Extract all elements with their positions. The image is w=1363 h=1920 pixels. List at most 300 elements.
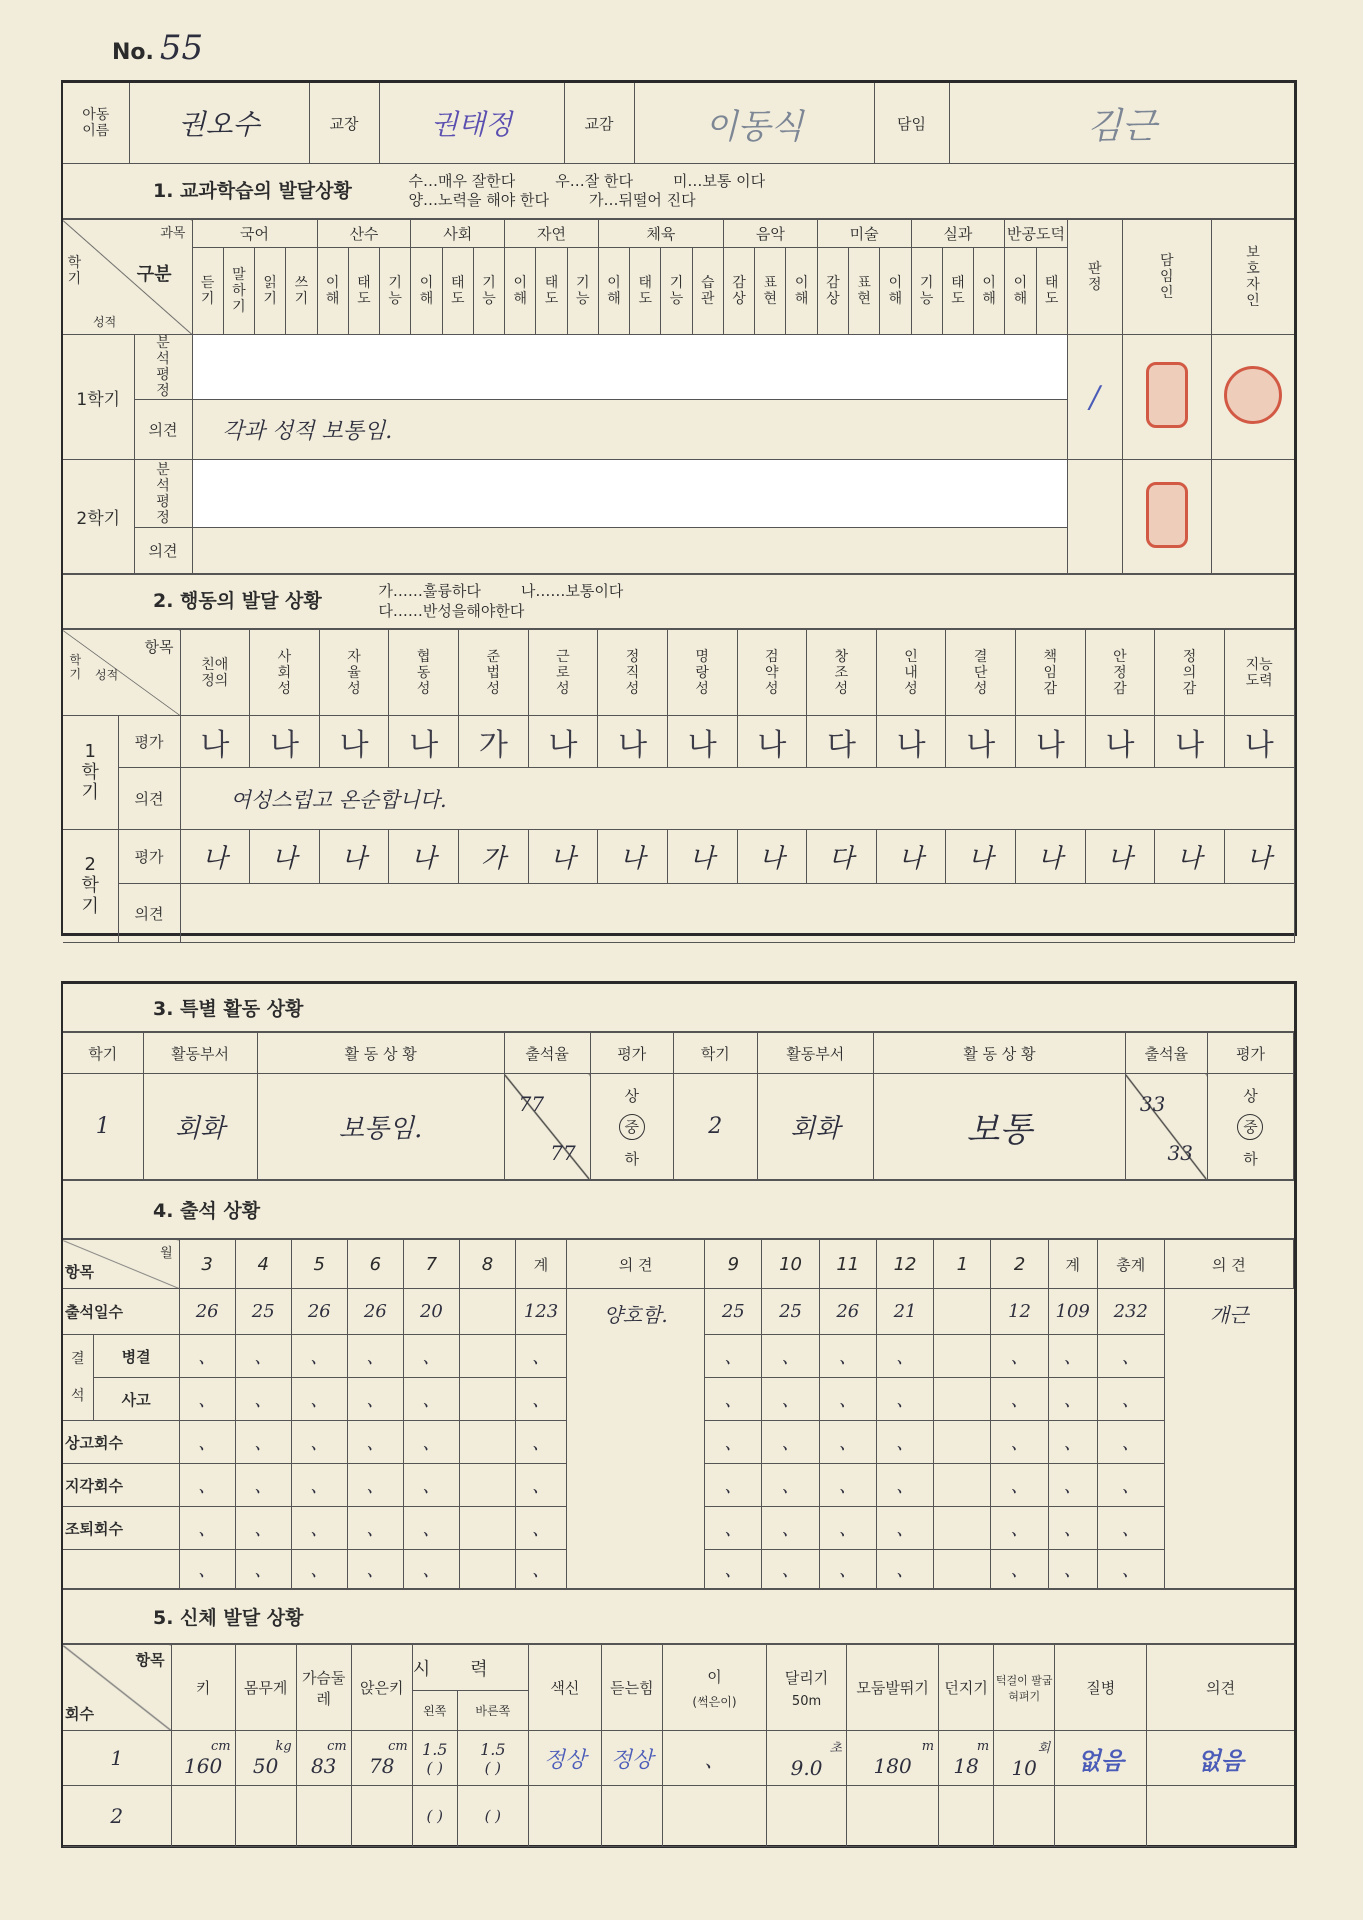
behavior-grade: 나: [319, 716, 389, 768]
physical-header: [235, 1645, 296, 1731]
subject-item-label: 표현: [763, 274, 778, 307]
subject-item-label: 쓰기: [294, 274, 309, 307]
attendance-corner-header: [63, 1240, 179, 1289]
attendance-value: 、: [762, 1507, 819, 1550]
section3-title: 3. 특별 활동 상황: [63, 984, 1294, 1032]
attendance-value: [934, 1464, 991, 1507]
behavior-item-header: [180, 630, 250, 716]
corner-grade: 성적: [93, 315, 117, 329]
attendance-value: 、: [705, 1421, 762, 1464]
subject-header: 체육: [598, 220, 723, 248]
opinion-label: 의견: [134, 400, 192, 460]
month-header: 8: [459, 1240, 515, 1289]
term-label: 2학기: [63, 460, 134, 574]
subject-item-label: 감상: [732, 274, 746, 307]
behavior-grade: 나: [250, 716, 320, 768]
physical-header: [296, 1645, 351, 1731]
attendance-term-total: 、: [1048, 1378, 1097, 1421]
legend-item: 가……훌륭하다: [378, 582, 481, 601]
attendance-value: [934, 1550, 991, 1589]
attendance-value: 12: [991, 1289, 1048, 1335]
corner-item: 항목: [65, 1263, 94, 1281]
vision-left-value: 1.5: [422, 1739, 448, 1759]
behavior-item-label: 친애정의: [201, 656, 229, 689]
attendance-value: [459, 1421, 515, 1464]
behavior-grade: 나: [598, 716, 668, 768]
attendance-value: [459, 1550, 515, 1589]
vice-principal-label: 교감: [564, 83, 634, 164]
attendance-value: 、: [705, 1335, 762, 1378]
subject-item-label: 표현: [857, 274, 871, 307]
activity-header: 활동부서: [757, 1033, 873, 1074]
subject-item-label: 이해: [794, 274, 809, 307]
sitting-height-cell: [351, 1731, 412, 1786]
behavior-item-header: [1224, 630, 1294, 716]
behavior-item-label: 근로성: [556, 648, 570, 697]
month-header: 10: [762, 1240, 819, 1289]
physical-header: [767, 1645, 847, 1731]
vision-left-paren: ( ): [426, 1807, 443, 1825]
attendance-grand-total: 、: [1097, 1335, 1164, 1378]
attendance-value: 、: [819, 1335, 876, 1378]
subject-item-header: [911, 248, 942, 335]
attendance-value: 、: [705, 1464, 762, 1507]
attendance-value: 、: [403, 1550, 459, 1589]
vision-left-cell: [412, 1731, 457, 1786]
attendance-term-total: 109: [1048, 1289, 1097, 1335]
pullup-cell: [994, 1786, 1055, 1847]
attendance-value: 、: [876, 1421, 933, 1464]
pullup-cell: [994, 1731, 1055, 1786]
unit-label: cm: [211, 1738, 231, 1754]
attendance-grand-total: 、: [1097, 1378, 1164, 1421]
subject-header: 자연: [505, 220, 599, 248]
eval-label: 평가: [118, 716, 180, 768]
attendance-value: 、: [291, 1507, 347, 1550]
attendance-value: 、: [235, 1550, 291, 1589]
subject-item-label: 태도: [638, 274, 653, 307]
subject-item-label: 이해: [325, 274, 340, 307]
corner-grade: 성적: [95, 668, 119, 683]
chest-cell: [296, 1731, 351, 1786]
absence-group-label: [63, 1335, 93, 1421]
attendance-value: 、: [762, 1550, 819, 1589]
subject-item-header: [723, 248, 754, 335]
attendance-value: 、: [179, 1550, 235, 1589]
attendance-value: 25: [762, 1289, 819, 1335]
judgement-cell: [1067, 460, 1122, 574]
rating-option: 상: [624, 1086, 639, 1105]
attendance-term-total: 、: [1048, 1507, 1097, 1550]
behavior-grade: 나: [598, 830, 668, 884]
analysis-grades-cell: [192, 335, 1067, 400]
activity-attendance: [1125, 1074, 1207, 1180]
teeth-cell: [662, 1786, 766, 1847]
legend-item: 미…보통 이다: [672, 171, 766, 190]
document-number: [112, 28, 203, 68]
attendance-value: 26: [347, 1289, 403, 1335]
subject-item-label: 습관: [701, 274, 715, 307]
physical-header-label: 색신: [550, 1679, 580, 1697]
behavior-item-label: 정직성: [625, 648, 640, 697]
corner-category: 구분: [136, 264, 172, 285]
physical-row-count: 1: [63, 1731, 171, 1786]
physical-header-label: 앉은키: [359, 1679, 404, 1697]
attendance-term-total: 、: [516, 1421, 567, 1464]
physical-header: [1055, 1645, 1147, 1731]
month-header: 7: [403, 1240, 459, 1289]
section2-legend: [378, 582, 663, 621]
color-vision-cell: [528, 1786, 601, 1847]
analysis-grades-cell: [192, 460, 1067, 528]
rating-option: 중: [1237, 1114, 1263, 1140]
subject-grades-table: [63, 219, 1294, 574]
teacher-seal-stamp: [1146, 482, 1188, 548]
term-opinion: 각과 성적 보통임.: [192, 400, 1067, 460]
month-header: 12: [876, 1240, 933, 1289]
chest-cell-value: 83: [310, 1753, 337, 1778]
color-vision-cell: 정상: [528, 1731, 601, 1786]
month-header: 6: [347, 1240, 403, 1289]
legend-item: 나……보통이다: [520, 582, 624, 601]
vision-header: 시력: [412, 1645, 528, 1691]
term-opinion-header: 의 견: [567, 1240, 705, 1289]
behavior-item-header: [250, 630, 320, 716]
subject-header: 산수: [317, 220, 411, 248]
opinion-label: 의견: [118, 884, 180, 943]
attendance-opinion: 개근: [1164, 1289, 1293, 1589]
behavior-item-header: [389, 630, 459, 716]
attendance-value: 、: [235, 1507, 291, 1550]
subject-item-label: 감상: [826, 274, 840, 307]
hearing-cell: [601, 1786, 662, 1847]
sitting-height-cell: [351, 1786, 412, 1847]
attendance-attended: 77: [518, 1092, 545, 1116]
behavior-item-header: [1085, 630, 1155, 716]
month-header: 9: [705, 1240, 762, 1289]
eval-label-text: 분석평정: [156, 461, 170, 526]
behavior-grade: 나: [389, 830, 459, 884]
teacher-seal-stamp: [1146, 362, 1188, 428]
attendance-term-total: 、: [1048, 1464, 1097, 1507]
unit-label: m: [921, 1738, 935, 1754]
activity-header: 평가: [590, 1033, 673, 1074]
section1-legend: [408, 172, 805, 211]
run-cell: [767, 1731, 847, 1786]
physical-header-label: 듣는힘: [610, 1679, 654, 1697]
attendance-value: 、: [705, 1378, 762, 1421]
behavior-item-label: 검약성: [765, 648, 779, 697]
behavior-grade: 나: [528, 830, 598, 884]
physical-header: [1147, 1645, 1294, 1731]
vision-left-paren: ( ): [426, 1758, 443, 1777]
attendance-value: 、: [235, 1421, 291, 1464]
subject-item-header: [880, 248, 911, 335]
term-total-header: 계: [1048, 1240, 1097, 1289]
subject-header: 실과: [911, 220, 1005, 248]
activity-header: 활 동 상 황: [257, 1033, 504, 1074]
judgement-header: [1067, 220, 1122, 335]
subject-header: 반공도덕: [1005, 220, 1068, 248]
physical-header: [994, 1645, 1055, 1731]
opinion-label: 의견: [118, 768, 180, 830]
legend-item: 수…매우 잘한다: [408, 171, 516, 190]
attendance-value: 、: [991, 1464, 1048, 1507]
attendance-term-total: 、: [1048, 1335, 1097, 1378]
student-name-label: 아동이름: [82, 106, 110, 139]
attendance-grand-total: 、: [1097, 1421, 1164, 1464]
activity-term: 2: [673, 1074, 757, 1180]
behavior-item-label: 자율성: [347, 648, 361, 697]
term-label: 1학기: [63, 335, 134, 460]
attendance-row-label: [63, 1550, 179, 1589]
attendance-value: 、: [179, 1335, 235, 1378]
opinion-header: 의 견: [1164, 1240, 1293, 1289]
jump-cell: [847, 1731, 939, 1786]
attendance-grand-total: 、: [1097, 1464, 1164, 1507]
attendance-value: 、: [403, 1335, 459, 1378]
activity-header: 출석율: [504, 1033, 590, 1074]
sitting-height-cell-value: 78: [369, 1753, 395, 1778]
subject-item-header: [848, 248, 879, 335]
rating-option: 하: [624, 1149, 639, 1168]
behavior-grade: 다: [807, 830, 877, 884]
subject-item-header: [567, 248, 598, 335]
corner-subject: 과목: [160, 226, 186, 241]
disease-cell: 없음: [1055, 1731, 1147, 1786]
teacher-label: 담임: [874, 83, 949, 164]
behavior-item-header: [946, 630, 1016, 716]
behavior-grade: 나: [876, 716, 946, 768]
activity-header: 평가: [1207, 1033, 1293, 1074]
section2-title-text: 2. 행동의 발달 상황: [153, 590, 322, 613]
subject-item-header: [942, 248, 973, 335]
attendance-value: 、: [235, 1378, 291, 1421]
attendance-term-opinion: 양호함.: [567, 1289, 705, 1589]
eval-label: [134, 335, 192, 400]
student-name: 권오수: [129, 83, 309, 164]
attendance-value: 、: [291, 1464, 347, 1507]
activity-header: 출석율: [1125, 1033, 1207, 1074]
behavior-grade: 나: [1085, 830, 1155, 884]
attendance-value: [459, 1335, 515, 1378]
judgement-label: 판정: [1088, 260, 1102, 293]
activity-rating: [1207, 1074, 1293, 1180]
attendance-value: 、: [347, 1378, 403, 1421]
attendance-value: 、: [705, 1550, 762, 1589]
subject-item-header: [505, 248, 536, 335]
unit-label: kg: [275, 1738, 292, 1754]
behavior-grade: 나: [319, 830, 389, 884]
jump-cell-value: 180: [873, 1753, 912, 1778]
attendance-total: 33: [1167, 1141, 1193, 1165]
behavior-item-header: [1016, 630, 1086, 716]
vision-right-value: 1.5: [480, 1739, 506, 1759]
attendance-value: 、: [705, 1507, 762, 1550]
subject-item-label: 이해: [513, 274, 527, 307]
vision-right-cell: [457, 1786, 528, 1847]
subject-item-label: 태도: [544, 274, 559, 307]
opinion-label: 의견: [134, 528, 192, 574]
attendance-value: 25: [235, 1289, 291, 1335]
term-label-text: 1학기: [81, 740, 99, 804]
throw-cell-value: 18: [953, 1753, 979, 1778]
pullup-cell-value: 10: [1011, 1755, 1037, 1780]
guardian-seal-header: [1211, 220, 1294, 335]
behavior-item-label: 협동성: [416, 648, 431, 697]
physical-corner-header: [63, 1645, 171, 1731]
attendance-total: 77: [550, 1141, 576, 1165]
behavior-grade: 가: [459, 716, 529, 768]
rating-option: 하: [1243, 1149, 1258, 1168]
academic-behavior-record: [61, 80, 1297, 936]
attendance-row-label: 출석일수: [63, 1289, 179, 1335]
vision-right-cell: [457, 1731, 528, 1786]
subject-item-label: 이해: [888, 274, 903, 307]
attendance-term-total: 、: [516, 1507, 567, 1550]
unit-label: 회: [1037, 1740, 1051, 1756]
subject-item-header: [974, 248, 1005, 335]
corner-item: 항목: [144, 638, 174, 657]
guardian-seal-cell: [1211, 460, 1294, 574]
term-opinion: [180, 884, 1294, 943]
physical-header-label: 달리기: [784, 1668, 829, 1687]
physical-header-label: 이: [707, 1667, 722, 1686]
attendance-value: 、: [179, 1464, 235, 1507]
behavior-grade: 나: [180, 830, 250, 884]
attendance-row-label: 상고회수: [63, 1421, 179, 1464]
attendance-term-total: 、: [516, 1550, 567, 1589]
teeth-cell: 、: [662, 1731, 766, 1786]
subject-item-header: [598, 248, 629, 335]
behavior-item-header: [528, 630, 598, 716]
attendance-value: [459, 1289, 515, 1335]
activity-header: 활 동 상 황: [873, 1033, 1125, 1074]
behavior-item-label: 인내성: [904, 648, 918, 697]
staff-header: [63, 83, 1294, 164]
subject-item-label: 태도: [357, 274, 371, 307]
behavior-item-label: 명랑성: [695, 648, 709, 697]
attendance-term-total: 、: [516, 1378, 567, 1421]
attendance-value: 、: [991, 1550, 1048, 1589]
section1-title: [63, 164, 1294, 219]
behavior-table: [63, 629, 1295, 943]
teacher-seal-cell: [1122, 460, 1211, 574]
attendance-term-total: 、: [516, 1335, 567, 1378]
behavior-item-label: 지능도력: [1245, 656, 1273, 689]
subject-item-header: [817, 248, 848, 335]
subject-item-label: 말하기: [232, 266, 246, 316]
attendance-value: 21: [876, 1289, 933, 1335]
attendance-term-total: 、: [1048, 1550, 1097, 1589]
unit-label: m: [976, 1738, 990, 1754]
guardian-seal-label: 보호자인: [1246, 244, 1260, 310]
attendance-value: [934, 1507, 991, 1550]
behavior-item-label: 책임감: [1043, 648, 1058, 697]
vision-right-paren: ( ): [484, 1807, 502, 1825]
attendance-value: 、: [403, 1507, 459, 1550]
unit-label: 초: [829, 1740, 843, 1756]
subject-item-header: [1036, 248, 1067, 335]
subject-item-header: [286, 248, 317, 335]
subject-header: 국어: [192, 220, 317, 248]
physical-header-label: 던지기: [944, 1679, 988, 1697]
subject-item-label: 기능: [482, 274, 496, 307]
attendance-value: 26: [291, 1289, 347, 1335]
behavior-grade: 다: [807, 716, 877, 768]
attendance-grand-total: 、: [1097, 1507, 1164, 1550]
vision-sub-header: 바른쪽: [457, 1691, 528, 1731]
hearing-cell: 정상: [601, 1731, 662, 1786]
physical-development-table: [63, 1644, 1294, 1847]
attendance-value: 、: [291, 1378, 347, 1421]
attendance-value: [934, 1289, 991, 1335]
subject-item-header: [442, 248, 473, 335]
teeth-sub-label: (썩은이): [692, 1694, 737, 1709]
behavior-grade: 나: [667, 830, 737, 884]
section1-title-text: 1. 교과학습의 발달상황: [153, 179, 352, 202]
behavior-item-header: [876, 630, 946, 716]
document-number-label: No.: [112, 40, 154, 65]
attendance-value: 25: [705, 1289, 762, 1335]
attendance-value: 、: [403, 1378, 459, 1421]
activity-attendance-physical-record: [61, 981, 1297, 1848]
subject-item-header: [223, 248, 254, 335]
physical-header-label: 몸무게: [243, 1679, 288, 1697]
subject-corner-header: [63, 220, 192, 335]
attendance-value: 、: [403, 1464, 459, 1507]
subject-item-label: 이해: [419, 274, 434, 307]
attendance-value: [934, 1378, 991, 1421]
teacher-name: 김근: [949, 83, 1294, 164]
attendance-attended: 33: [1139, 1092, 1166, 1116]
attendance-value: 、: [762, 1378, 819, 1421]
behavior-grade: 나: [1224, 830, 1294, 884]
teacher-seal-label: 담임인: [1160, 252, 1174, 302]
teacher-seal-header: [1122, 220, 1211, 335]
behavior-grade: 나: [946, 830, 1016, 884]
behavior-item-header: [319, 630, 389, 716]
attendance-value: 、: [291, 1335, 347, 1378]
physical-header: [601, 1645, 662, 1731]
attendance-value: 、: [762, 1464, 819, 1507]
attendance-value: 、: [347, 1507, 403, 1550]
attendance-value: 、: [179, 1507, 235, 1550]
subject-item-label: 태도: [951, 274, 965, 307]
activity-header: 학기: [63, 1033, 143, 1074]
attendance-value: 26: [819, 1289, 876, 1335]
special-activities-table: [63, 1032, 1294, 1180]
physical-opinion-cell: [1147, 1786, 1294, 1847]
subject-item-header: [192, 248, 223, 335]
weight-cell-value: 50: [252, 1753, 279, 1778]
attendance-value: 、: [347, 1421, 403, 1464]
behavior-grade: 나: [946, 716, 1016, 768]
corner-term: 학기: [67, 255, 82, 288]
subject-item-header: [348, 248, 379, 335]
legend-item: 우…잘 한다: [555, 171, 633, 190]
physical-header: [528, 1645, 601, 1731]
behavior-item-label: 안정감: [1113, 648, 1127, 697]
behavior-grade: 가: [459, 830, 529, 884]
subject-item-label: 이해: [982, 274, 996, 307]
physical-header: [351, 1645, 412, 1731]
behavior-grade: 나: [1155, 830, 1225, 884]
grand-total-header: 총계: [1097, 1240, 1164, 1289]
behavior-item-label: 사회성: [277, 648, 292, 697]
attendance-value: 、: [819, 1378, 876, 1421]
attendance-value: 、: [876, 1464, 933, 1507]
